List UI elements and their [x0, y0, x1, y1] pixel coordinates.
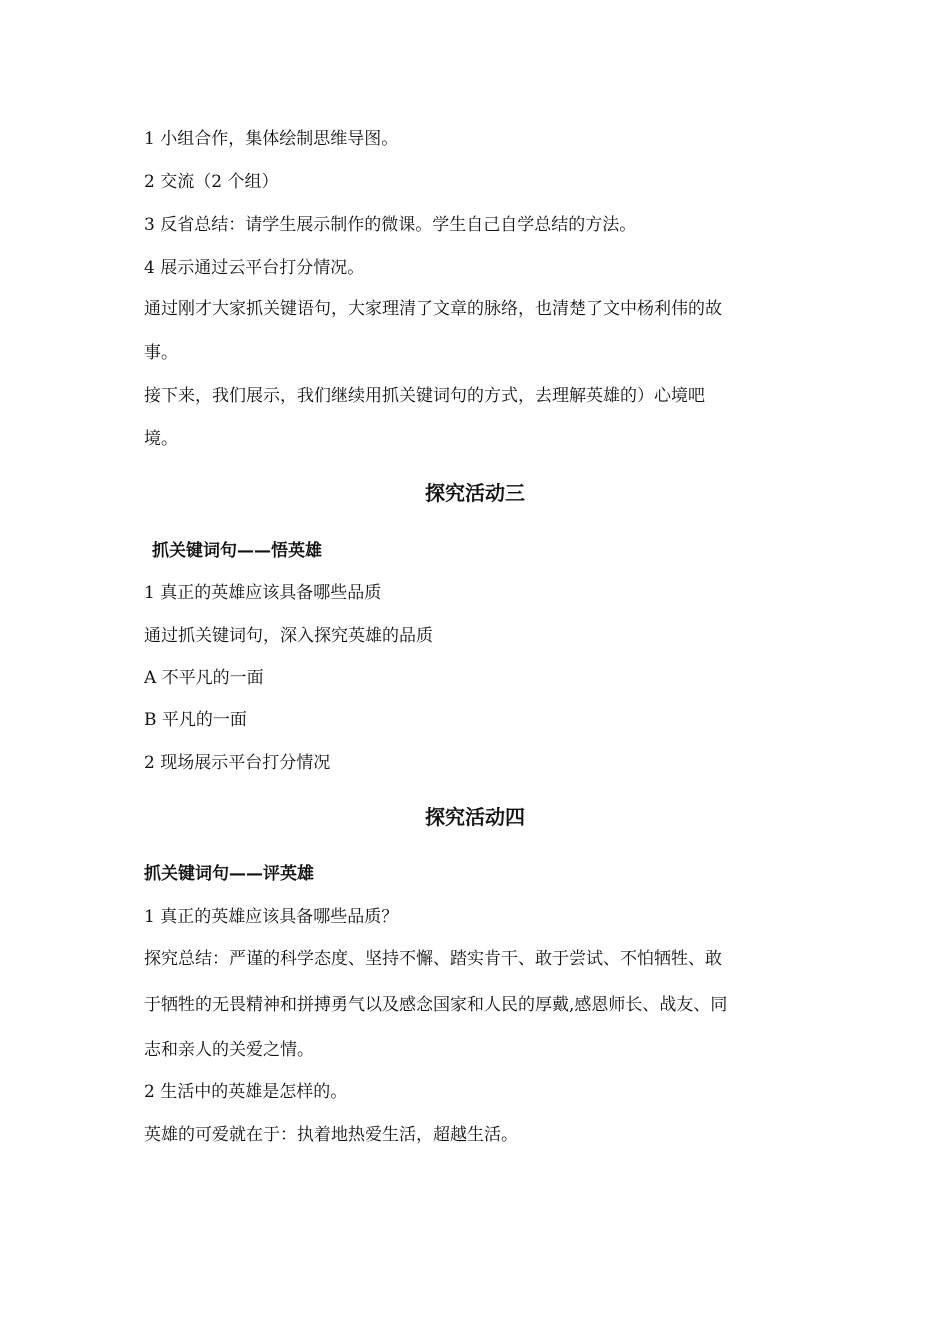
activity3-subtitle: 抓关键词句——悟英雄: [152, 541, 322, 561]
intro-line-3: 3 反省总结：请学生展示制作的微课。学生自己自学总结的方法。: [144, 215, 637, 235]
activity3-line-3: A 不平凡的一面: [144, 668, 264, 688]
intro-line-4: 4 展示通过云平台打分情况。: [144, 258, 365, 278]
activity3-line-5: 2 现场展示平台打分情况: [144, 753, 331, 773]
activity4-line-6: 英雄的可爱就在于：执着地热爱生活，超越生活。: [144, 1125, 518, 1145]
intro-line-2: 2 交流（2 个组）: [144, 172, 279, 192]
activity4-line-3: 于牺牲的无畏精神和拼搏勇气以及感念国家和人民的厚戴,感恩师长、战友、同: [144, 995, 728, 1015]
activity4-line-2: 探究总结：严谨的科学态度、坚持不懈、踏实肯干、敢于尝试、不怕牺牲、敢: [144, 949, 722, 969]
activity4-line-1: 1 真正的英雄应该具备哪些品质？: [144, 907, 399, 927]
intro-line-7: 接下来，我们展示，我们继续用抓关键词句的方式，去理解英雄的）心境吧: [144, 386, 705, 406]
intro-line-6: 事。: [144, 343, 178, 363]
intro-line-5: 通过刚才大家抓关键语句，大家理清了文章的脉络，也清楚了文中杨利伟的故: [144, 299, 722, 319]
activity3-line-1: 1 真正的英雄应该具备哪些品质: [144, 583, 382, 603]
activity3-line-2: 通过抓关键词句，深入探究英雄的品质: [144, 626, 433, 646]
activity4-subtitle: 抓关键词句——评英雄: [144, 864, 314, 884]
activity4-title: 探究活动四: [425, 805, 525, 829]
activity3-line-4: B 平凡的一面: [144, 710, 247, 730]
activity3-title: 探究活动三: [425, 481, 525, 505]
activity4-line-4: 志和亲人的关爱之情。: [144, 1040, 314, 1060]
activity4-line-5: 2 生活中的英雄是怎样的。: [144, 1082, 348, 1102]
intro-line-1: 1 小组合作，集体绘制思维导图。: [144, 129, 399, 149]
intro-line-8: 境。: [144, 429, 178, 449]
